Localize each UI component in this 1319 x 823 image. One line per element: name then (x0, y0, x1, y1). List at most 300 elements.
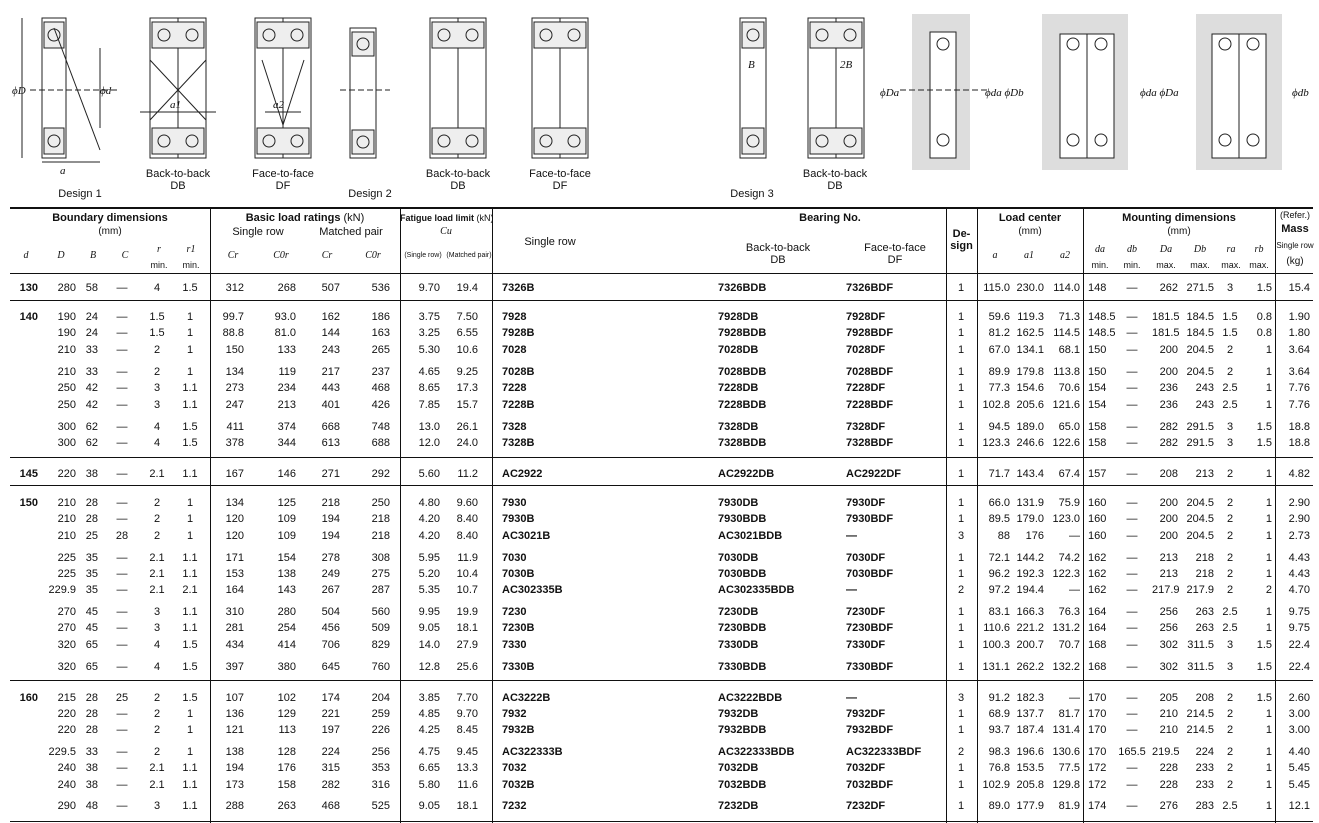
table-cell: 1 (1265, 530, 1272, 542)
table-cell: 7228DB (718, 382, 759, 394)
table-cell: 225 (57, 552, 76, 564)
table-cell: 205.6 (1016, 399, 1044, 411)
table-cell: 7328DF (846, 421, 886, 433)
table-cell: 1.1 (182, 399, 198, 411)
table-cell: 163 (371, 327, 390, 339)
table-cell: 263 (1195, 606, 1214, 618)
table-cell: 170 (1088, 724, 1107, 736)
table-cell: 150 (19, 497, 38, 509)
table-cell: — (116, 282, 128, 294)
table-cell: 2.5 (1222, 399, 1238, 411)
table-cell: 525 (371, 800, 390, 812)
table-cell: 2 (1226, 497, 1234, 509)
table-cell: 236 (1159, 399, 1178, 411)
table-cell: 154 (277, 552, 296, 564)
table-cell: 83.1 (988, 606, 1010, 618)
table-cell: 1.1 (182, 568, 198, 580)
table-cell: 829 (371, 639, 390, 651)
table-cell: 89.5 (988, 513, 1010, 525)
table-cell: 173 (225, 779, 244, 791)
table-cell: 134 (225, 366, 244, 378)
table-cell: 3 (1226, 661, 1234, 673)
table-cell: 276 (1159, 800, 1178, 812)
table-cell: 1 (957, 421, 965, 433)
table-cell: 11.9 (457, 552, 478, 564)
table-cell: 7028DF (846, 344, 886, 356)
table-cell: 4.82 (1288, 468, 1310, 480)
table-cell: 130 (19, 282, 38, 294)
table-cell: 2.5 (1222, 606, 1238, 618)
col-d: d (23, 250, 29, 261)
table-cell: 114.0 (1053, 282, 1080, 294)
table-cell: 240 (57, 779, 76, 791)
header-single-row: Single row (232, 226, 284, 238)
table-cell: 1 (957, 399, 965, 411)
table-cell: 9.75 (1288, 606, 1310, 618)
table-cell: 1 (1265, 513, 1272, 525)
table-cell: 4 (153, 437, 161, 449)
table-cell: 24.0 (456, 437, 478, 449)
table-cell: — (116, 552, 128, 564)
table-cell: 134 (225, 497, 244, 509)
table-cell: 4.70 (1288, 584, 1310, 596)
table-cell: 136 (225, 708, 244, 720)
table-cell: 72.1 (988, 552, 1010, 564)
table-cell: 2.1 (149, 779, 165, 791)
table-cell: 7930BDB (718, 513, 767, 525)
table-cell: 11.2 (457, 468, 478, 480)
col-divider (1275, 209, 1276, 823)
table-cell: 281 (225, 622, 244, 634)
col-r1-min: min. (182, 260, 200, 270)
table-cell: 200 (1159, 530, 1178, 542)
table-cell: 88.8 (222, 327, 244, 339)
label-da-Da: ϕda ϕDa (1140, 87, 1179, 99)
table-cell: 1.80 (1288, 327, 1310, 339)
table-cell: — (1126, 568, 1138, 580)
label-Da: ϕDa (880, 87, 900, 99)
table-cell: AC3021BDB (718, 530, 783, 542)
table-cell: 28 (85, 497, 98, 509)
table-cell: 48 (85, 800, 98, 812)
table-cell: — (1126, 497, 1138, 509)
col-Da-max: max. (1156, 260, 1176, 270)
table-cell: 2 (1226, 344, 1234, 356)
table-cell: — (1069, 692, 1080, 704)
table-cell: 150 (1088, 344, 1107, 356)
table-cell: — (116, 568, 128, 580)
table-cell: 1.1 (182, 382, 198, 394)
table-cell: 263 (277, 800, 296, 812)
table-cell: 2.5 (1222, 800, 1238, 812)
table-cell: — (1126, 437, 1138, 449)
table-cell: — (1069, 584, 1080, 596)
table-cell: 137.7 (1016, 708, 1044, 720)
table-cell: 4 (153, 639, 161, 651)
table-cell: 290 (57, 800, 76, 812)
table-cell: 7230DB (718, 606, 759, 618)
table-cell: 99.7 (222, 311, 244, 323)
col-a1: a1 (1024, 250, 1034, 261)
table-cell: 6.65 (418, 762, 440, 774)
group-rule (10, 300, 1313, 301)
table-cell: 204.5 (1186, 513, 1214, 525)
table-cell: — (1126, 366, 1138, 378)
table-cell: 1 (1265, 708, 1272, 720)
table-cell: 7030 (502, 552, 527, 564)
table-cell: 228 (1159, 779, 1178, 791)
table-cell: 67.0 (988, 344, 1010, 356)
table-cell: 170 (1088, 708, 1107, 720)
col-Db-max: max. (1190, 260, 1210, 270)
table-cell: 397 (225, 661, 244, 673)
label-2B: 2B (840, 59, 853, 71)
table-cell: 208 (1195, 692, 1214, 704)
table-cell: 645 (321, 661, 340, 673)
table-cell: 148.5 (1088, 311, 1116, 323)
header-load-ratings: Basic load ratings (kN) (245, 212, 365, 224)
table-cell: 7328BDB (718, 437, 767, 449)
table-cell: 9.05 (418, 800, 440, 812)
table-cell: 282 (1159, 437, 1178, 449)
table-cell: 70.7 (1058, 639, 1080, 651)
table-cell: 256 (1159, 622, 1178, 634)
header-load-center-unit: (mm) (1018, 226, 1042, 237)
table-cell: 259 (371, 708, 390, 720)
table-cell: 2.1 (149, 552, 165, 564)
table-cell: 1 (1265, 800, 1272, 812)
table-cell: 760 (371, 661, 390, 673)
table-cell: 33 (85, 746, 98, 758)
table-cell: 93.0 (274, 311, 296, 323)
table-cell: 94.5 (988, 421, 1010, 433)
table-cell: 213 (1159, 552, 1178, 564)
table-cell: 7232 (502, 800, 527, 812)
table-cell: 217.9 (1186, 584, 1214, 596)
table-cell: 131.1 (982, 661, 1010, 673)
table-cell: 300 (57, 421, 76, 433)
table-cell: 213 (1195, 468, 1214, 480)
table-cell: 9.70 (456, 708, 478, 720)
table-cell: 208 (1159, 468, 1178, 480)
table-cell: 68.1 (1058, 344, 1080, 356)
table-cell: 344 (277, 437, 296, 449)
table-cell: 187.4 (1016, 724, 1044, 736)
group-rule (10, 457, 1313, 458)
table-cell: 7328BDF (846, 437, 894, 449)
table-cell: 613 (321, 437, 340, 449)
design2-btb-caption: Back-to-back DB (425, 168, 491, 192)
table-cell: 121.6 (1052, 399, 1080, 411)
table-cell: 158 (1088, 437, 1107, 449)
table-cell: 102.9 (982, 779, 1010, 791)
table-cell: 7932B (502, 724, 535, 736)
table-cell: 71.7 (988, 468, 1010, 480)
table-cell: 220 (57, 724, 76, 736)
table-cell: 1 (957, 382, 965, 394)
table-cell: 1 (957, 661, 965, 673)
col-rb: rb (1254, 244, 1264, 255)
table-cell: 1 (186, 724, 194, 736)
table-cell: 247 (225, 399, 244, 411)
table-cell: 2 (153, 746, 161, 758)
table-cell: 3 (1226, 282, 1234, 294)
table-cell: 22.4 (1288, 661, 1310, 673)
table-top-rule (10, 207, 1313, 209)
table-cell: 3 (153, 382, 161, 394)
table-cell: 8.40 (456, 513, 478, 525)
table-cell: 3 (153, 800, 161, 812)
col-a: a (992, 250, 998, 261)
table-cell: 221 (321, 708, 340, 720)
label-a1: a1 (170, 99, 181, 111)
table-cell: 267 (321, 584, 340, 596)
table-cell: 7928 (502, 311, 527, 323)
table-cell: 59.6 (988, 311, 1010, 323)
table-cell: 7028BDB (718, 366, 767, 378)
table-cell: 4.75 (418, 746, 440, 758)
table-cell: 3.64 (1288, 344, 1310, 356)
table-cell: — (116, 366, 128, 378)
table-cell: 125 (277, 497, 296, 509)
table-cell: — (116, 327, 128, 339)
table-cell: 2 (1226, 779, 1234, 791)
table-cell: 1.5 (1256, 692, 1272, 704)
table-cell: 160 (19, 692, 38, 704)
table-cell: 3.64 (1288, 366, 1310, 378)
table-cell: 411 (226, 421, 244, 433)
table-cell: 7228B (502, 399, 535, 411)
table-cell: 2.1 (149, 584, 165, 596)
table-cell: — (116, 606, 128, 618)
col-r1: r1 (186, 244, 196, 255)
table-cell: 5.30 (418, 344, 440, 356)
table-cell: 65.0 (1058, 421, 1080, 433)
col-ra-max: max. (1221, 260, 1241, 270)
table-cell: 7928B (502, 327, 535, 339)
table-cell: 7232DB (718, 800, 759, 812)
table-cell: — (1126, 344, 1138, 356)
table-cell: 240 (57, 762, 76, 774)
table-cell: — (1126, 639, 1138, 651)
table-cell: 7032DB (718, 762, 759, 774)
table-cell: 62 (85, 437, 98, 449)
table-cell: 28 (115, 530, 129, 542)
group-rule (10, 680, 1313, 681)
table-cell: — (1069, 530, 1080, 542)
table-cell: 688 (371, 437, 390, 449)
table-cell: 9.45 (456, 746, 478, 758)
table-cell: 7030BDB (718, 568, 767, 580)
table-cell: 1 (957, 327, 965, 339)
table-cell: 162 (1088, 568, 1107, 580)
header-fatigue-single: (Single row) (404, 252, 442, 259)
table-cell: 144.2 (1016, 552, 1044, 564)
table-cell: 9.70 (418, 282, 440, 294)
table-cell: 1.1 (182, 552, 198, 564)
table-cell: — (116, 399, 128, 411)
table-cell: 1 (957, 437, 965, 449)
table-cell: 154.6 (1016, 382, 1044, 394)
table-cell: — (1126, 724, 1138, 736)
table-cell: 2 (1226, 724, 1234, 736)
table-cell: — (1126, 584, 1138, 596)
label-db: ϕdb (1292, 87, 1309, 99)
table-cell: 1.90 (1288, 311, 1310, 323)
table-cell: 250 (57, 399, 76, 411)
col-r-min: min. (150, 260, 168, 270)
table-cell: 280 (277, 606, 296, 618)
table-cell: 200 (1159, 366, 1178, 378)
table-cell: 166.3 (1016, 606, 1044, 618)
table-cell: 215 (57, 692, 76, 704)
table-cell: 38 (85, 762, 98, 774)
design1-btb-caption: Back-to-back DB (145, 168, 211, 192)
table-cell: 2 (1226, 692, 1234, 704)
design1-ftf-caption: Face-to-face DF (252, 168, 314, 192)
table-cell: 504 (321, 606, 340, 618)
table-cell: 10.4 (456, 568, 478, 580)
table-cell: 210 (57, 530, 76, 542)
table-cell: 668 (321, 421, 340, 433)
table-cell: 176 (1025, 530, 1044, 542)
table-cell: 1 (957, 762, 965, 774)
table-cell: 1 (1265, 724, 1272, 736)
table-cell: 378 (225, 437, 244, 449)
table-cell: AC302335B (502, 584, 563, 596)
table-cell: 0.8 (1256, 311, 1272, 323)
table-cell: 115.0 (983, 282, 1010, 294)
table-cell: 217.9 (1152, 584, 1180, 596)
table-cell: — (116, 779, 128, 791)
table-cell: 320 (57, 639, 76, 651)
table-cell: 3.00 (1288, 724, 1310, 736)
table-cell: 1.5 (1256, 421, 1272, 433)
table-cell: 204.5 (1186, 344, 1214, 356)
table-cell: 18.8 (1288, 421, 1310, 433)
table-cell: 1.5 (1256, 437, 1272, 449)
table-cell: 218 (1195, 552, 1214, 564)
table-cell: 74.2 (1058, 552, 1080, 564)
table-cell: 182.3 (1016, 692, 1044, 704)
table-cell: 9.05 (418, 622, 440, 634)
table-cell: 7.76 (1288, 399, 1310, 411)
table-cell: 98.3 (988, 746, 1010, 758)
table-cell: 536 (371, 282, 390, 294)
table-cell: 7230BDF (846, 622, 894, 634)
table-cell: 12.1 (1288, 800, 1310, 812)
table-cell: 2 (957, 584, 965, 596)
table-cell: 1 (957, 708, 965, 720)
table-cell: 88 (997, 530, 1010, 542)
table-cell: 200 (1159, 513, 1178, 525)
header-fatigue-sym: Cu (440, 226, 452, 237)
table-cell: AC2922DB (718, 468, 775, 480)
design3-caption: Design 3 (730, 188, 774, 200)
table-cell: 15.7 (456, 399, 478, 411)
table-cell: 262 (1159, 282, 1178, 294)
table-cell: 26.1 (456, 421, 478, 433)
table-cell: 507 (321, 282, 340, 294)
table-cell: 81.9 (1058, 800, 1080, 812)
table-cell: 271 (321, 468, 340, 480)
col-da-min: min. (1091, 260, 1109, 270)
table-cell: 426 (371, 399, 390, 411)
table-cell: 1.1 (182, 800, 198, 812)
table-cell: 1.5 (149, 311, 165, 323)
table-cell: 7928DF (846, 311, 886, 323)
table-cell: 4 (153, 421, 161, 433)
table-cell: 7028B (502, 366, 535, 378)
header-boundary-unit: (mm) (98, 226, 122, 237)
table-cell: 2 (153, 513, 161, 525)
table-cell: 7326BDB (718, 282, 767, 294)
table-cell: 7.76 (1288, 382, 1310, 394)
table-cell: — (116, 497, 128, 509)
table-cell: 224 (1195, 746, 1214, 758)
table-cell: AC3222B (502, 692, 551, 704)
table-cell: 210 (57, 344, 76, 356)
col-rb-max: max. (1249, 260, 1269, 270)
table-cell: 706 (321, 639, 340, 651)
table-cell: 2.1 (149, 762, 165, 774)
table-cell: 218 (371, 530, 390, 542)
table-cell: — (116, 639, 128, 651)
table-cell: 129.8 (1052, 779, 1080, 791)
table-cell: 243 (1195, 382, 1214, 394)
table-cell: 434 (225, 639, 244, 651)
design3-btb-caption: Back-to-back DB (802, 168, 868, 192)
table-cell: 7232DF (846, 800, 886, 812)
table-cell: 456 (321, 622, 340, 634)
table-cell: — (116, 468, 128, 480)
table-cell: 4 (153, 282, 161, 294)
table-cell: 109 (277, 530, 296, 542)
table-cell: 9.60 (456, 497, 478, 509)
table-cell: 190 (57, 311, 76, 323)
table-cell: — (1126, 708, 1138, 720)
table-cell: 1.1 (182, 606, 198, 618)
header-mass-unit: (kg) (1286, 256, 1304, 267)
table-cell: — (116, 800, 128, 812)
table-cell: 250 (57, 382, 76, 394)
label-B: B (748, 59, 755, 71)
table-cell: 24 (85, 311, 98, 323)
table-cell: 176 (277, 762, 296, 774)
table-cell: 7928BDB (718, 327, 767, 339)
table-cell: — (1126, 421, 1138, 433)
table-cell: — (1126, 606, 1138, 618)
table-cell: 174 (321, 692, 340, 704)
table-cell: 1.5 (182, 437, 198, 449)
table-cell: 109 (277, 513, 296, 525)
table-cell: 7928BDF (846, 327, 894, 339)
table-cell: — (1126, 552, 1138, 564)
table-cell: 204.5 (1186, 366, 1214, 378)
table-cell: — (116, 513, 128, 525)
table-cell: 28 (85, 513, 98, 525)
table-cell: 102 (277, 692, 296, 704)
col-divider (400, 209, 401, 823)
col-Cr-pair: Cr (321, 250, 333, 261)
table-cell: 9.25 (456, 366, 478, 378)
table-cell: 1 (186, 497, 194, 509)
table-cell: 200 (1159, 497, 1178, 509)
table-cell: 7932DB (718, 708, 759, 720)
table-cell: 184.5 (1186, 311, 1214, 323)
table-cell: 5.45 (1288, 779, 1310, 791)
table-cell: 270 (57, 606, 76, 618)
